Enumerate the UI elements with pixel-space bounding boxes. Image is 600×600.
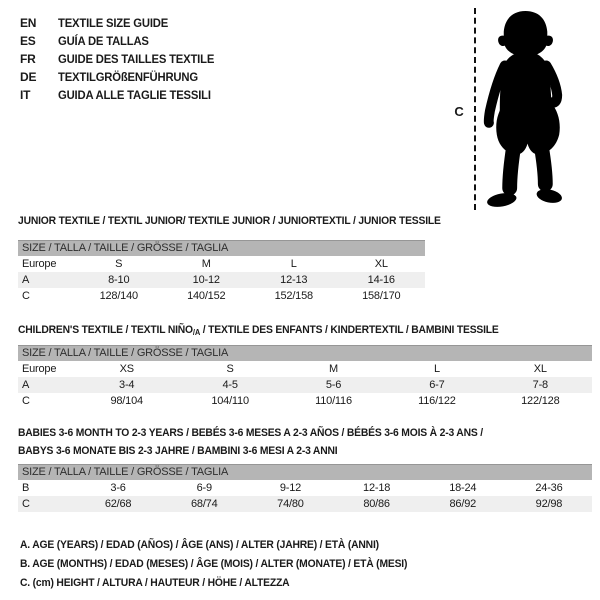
size-cell: 92/98 xyxy=(535,498,563,510)
size-cell: S xyxy=(115,258,123,270)
size-cell: 128/140 xyxy=(99,290,138,302)
size-cell: M xyxy=(201,258,211,270)
table-row xyxy=(18,480,592,496)
size-table xyxy=(18,345,592,409)
size-cell: 14-16 xyxy=(367,274,395,286)
size-cell: 104/110 xyxy=(211,395,249,407)
language-code: ES xyxy=(20,34,36,48)
size-table xyxy=(18,240,425,304)
table-title-line xyxy=(18,424,513,442)
table-title-subscript: /A xyxy=(192,328,201,337)
size-cell: 116/122 xyxy=(418,395,456,407)
row-label: Europe xyxy=(22,258,57,270)
row-label: C xyxy=(22,395,30,407)
language-title: TEXTILGRÖßENFÜHRUNG xyxy=(58,70,198,84)
size-table-header: SIZE / TALLA / TAILLE / GRÖSSE / TAGLIA xyxy=(18,240,425,256)
language-title: GUÍA DE TALLAS xyxy=(58,34,149,48)
row-label: C xyxy=(22,290,30,302)
size-cell: L xyxy=(290,258,297,270)
size-cell: 4-5 xyxy=(222,379,238,391)
table-row xyxy=(18,272,425,288)
size-cell: 3-4 xyxy=(119,379,135,391)
language-code: IT xyxy=(20,88,31,102)
language-row xyxy=(20,68,224,86)
size-cell: 7-8 xyxy=(532,379,548,391)
table-row xyxy=(18,496,592,512)
row-label: A xyxy=(22,379,30,391)
table-title-segment: CHILDREN'S TEXTILE / TEXTIL NIÑO xyxy=(18,324,193,336)
size-cell: 158/170 xyxy=(362,290,401,302)
size-cell: 140/152 xyxy=(187,290,226,302)
table-row xyxy=(18,361,592,377)
language-title: GUIDE DES TAILLES TEXTILE xyxy=(58,52,215,66)
table-title-segment: BABIES 3-6 MONTH TO 2-3 YEARS / BEBÉS 3-6 MESES A 2-3 AÑOS / BÉBÉS 3-6 MOIS À 2-3 ANS / xyxy=(18,427,483,439)
language-row xyxy=(20,86,224,104)
language-code: FR xyxy=(20,52,36,66)
height-measure-label: C xyxy=(454,104,464,119)
footnote-text: C. (cm) HEIGHT / ALTURA / HAUTEUR / HÖHE / ALTEZZA xyxy=(20,577,290,589)
size-cell: 152/158 xyxy=(274,290,313,302)
size-table-header: SIZE / TALLA / TAILLE / GRÖSSE / TAGLIA xyxy=(18,345,592,361)
size-cell: 62/68 xyxy=(104,498,132,510)
table-title xyxy=(18,321,529,340)
table-row xyxy=(18,377,592,393)
size-cell: 68/74 xyxy=(190,498,218,510)
size-cell: 80/86 xyxy=(363,498,390,510)
size-table xyxy=(18,464,592,512)
footnotes xyxy=(20,536,432,593)
language-row xyxy=(20,14,224,32)
size-cell: XL xyxy=(533,363,547,375)
size-cell: 122/128 xyxy=(521,395,560,407)
table-title-segment: BABYS 3-6 MONATE BIS 2-3 JAHRE / BAMBINI 3-6 MESI A 2-3 ANNI xyxy=(18,445,338,457)
size-cell: 12-13 xyxy=(280,274,308,286)
size-cell: 18-24 xyxy=(449,482,477,494)
row-label: Europe xyxy=(22,363,57,375)
toddler-silhouette-icon xyxy=(481,5,575,210)
size-cell: 24-36 xyxy=(535,482,563,494)
table-row xyxy=(18,288,425,304)
table-title xyxy=(18,212,468,230)
size-cell: S xyxy=(226,363,234,375)
size-cell: 110/116 xyxy=(315,395,352,407)
row-label: A xyxy=(22,274,30,286)
table-row xyxy=(18,256,425,272)
size-cell: XS xyxy=(119,363,134,375)
footnote xyxy=(20,555,432,574)
footnote-text: B. AGE (MONTHS) / EDAD (MESES) / ÂGE (MOIS) / ALTER (MONATE) / ETÀ (MESI) xyxy=(20,558,408,570)
table-title-segment: JUNIOR TEXTILE / TEXTIL JUNIOR/ TEXTILE JUNIOR / JUNIORTEXTIL / JUNIOR TESSILE xyxy=(18,215,441,227)
size-cell: L xyxy=(433,363,440,375)
language-code: EN xyxy=(20,16,37,30)
footnote-text: A. AGE (YEARS) / EDAD (AÑOS) / ÂGE (ANS) / ALTER (JAHRE) / ETÀ (ANNI) xyxy=(20,539,379,551)
table-title-text xyxy=(18,424,483,442)
size-cell: 8-10 xyxy=(108,274,130,286)
language-row xyxy=(20,50,224,68)
size-cell: 74/80 xyxy=(277,498,304,510)
size-cell: 6-7 xyxy=(429,379,445,391)
table-row xyxy=(18,393,592,409)
size-cell: 98/104 xyxy=(110,395,143,407)
size-cell: 5-6 xyxy=(325,379,342,391)
table-title-text xyxy=(18,321,499,340)
size-cell: 3-6 xyxy=(110,482,126,494)
size-table-header: SIZE / TALLA / TAILLE / GRÖSSE / TAGLIA xyxy=(18,464,592,480)
row-label: B xyxy=(22,482,30,494)
language-row xyxy=(20,32,224,50)
table-title-segment: / TEXTILE DES ENFANTS / KINDERTEXTIL / BAMBINI TESSILE xyxy=(200,324,499,336)
footnote xyxy=(20,574,432,593)
size-cell: 9-12 xyxy=(279,482,302,494)
table-title-line xyxy=(18,442,513,460)
table-title-text xyxy=(18,442,337,460)
row-label: C xyxy=(22,498,30,510)
size-cell: 10-12 xyxy=(192,274,220,286)
table-title-text xyxy=(18,212,441,230)
language-code: DE xyxy=(20,70,37,84)
table-title-line xyxy=(18,212,468,230)
table-title xyxy=(18,424,513,460)
size-cell: 12-18 xyxy=(363,482,391,494)
language-title: TEXTILE SIZE GUIDE xyxy=(58,16,169,30)
footnote xyxy=(20,536,432,555)
size-cell: 6-9 xyxy=(196,482,212,494)
language-title-list xyxy=(20,14,224,104)
size-cell: XL xyxy=(374,258,388,270)
table-title-line xyxy=(18,321,529,340)
size-cell: M xyxy=(329,363,338,375)
language-title: GUIDA ALLE TAGLIE TESSILI xyxy=(58,88,211,102)
size-cell: 86/92 xyxy=(449,498,477,510)
height-measure-line xyxy=(474,8,476,210)
